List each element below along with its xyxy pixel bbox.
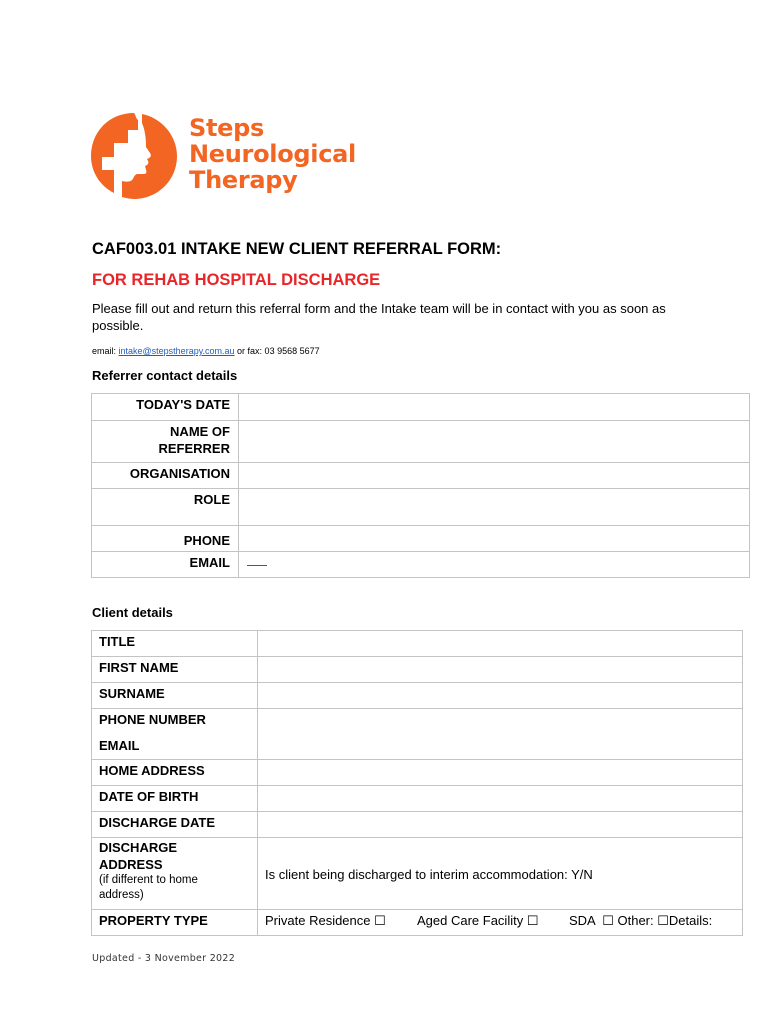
table-row	[92, 526, 750, 552]
client-section-heading: Client details	[92, 605, 173, 620]
head-profile-logo-icon	[88, 110, 180, 202]
date-of-birth-field[interactable]	[258, 786, 743, 812]
intro-text: Please fill out and return this referral form and the Intake team will be in contact with you as soon as possible.	[92, 301, 666, 333]
referrer-table	[91, 393, 750, 578]
phone-field[interactable]	[239, 526, 750, 552]
private-residence-checkbox[interactable]: Private Residence ☐	[265, 913, 386, 928]
todays-date-field[interactable]	[239, 394, 750, 421]
property-type-label: PROPERTY TYPE	[92, 910, 258, 936]
property-type-field	[258, 910, 743, 936]
first-name-field[interactable]	[258, 657, 743, 683]
referrer-section-heading: Referrer contact details	[92, 368, 238, 383]
contact-line: email: intake@stepstherapy.com.au or fax: 03 9568 5677	[92, 346, 320, 356]
table-row	[92, 631, 743, 657]
table-row	[92, 838, 743, 910]
email-label: EMAIL	[92, 552, 239, 578]
role-label: ROLE	[92, 489, 239, 526]
home-address-label: HOME ADDRESS	[92, 760, 258, 786]
logo-wordmark: Steps Neurological Therapy	[189, 114, 356, 194]
discharge-address-field[interactable]: Is client being discharged to interim accommodation: Y/N	[258, 838, 743, 910]
table-row	[92, 683, 743, 709]
table-row	[92, 657, 743, 683]
table-row	[92, 786, 743, 812]
surname-field[interactable]	[258, 683, 743, 709]
table-row	[92, 489, 750, 526]
email-link-placeholder[interactable]	[247, 565, 267, 566]
sda-other-checkbox[interactable]: SDA ☐ Other: ☐Details:	[569, 913, 713, 928]
table-row	[92, 421, 750, 463]
phone-label: PHONE	[92, 526, 239, 552]
discharge-date-label: DISCHARGE DATE	[92, 812, 258, 838]
logo	[88, 110, 368, 205]
title-field[interactable]	[258, 631, 743, 657]
discharge-date-field[interactable]	[258, 812, 743, 838]
organisation-field[interactable]	[239, 463, 750, 489]
phone-number-email-label: PHONE NUMBER EMAIL	[92, 709, 258, 760]
table-row	[92, 910, 743, 936]
table-row	[92, 394, 750, 421]
name-of-referrer-field[interactable]	[239, 421, 750, 463]
form-title: CAF003.01 INTAKE NEW CLIENT REFERRAL FORM:	[92, 240, 502, 258]
footer-updated: Updated - 3 November 2022	[92, 953, 236, 964]
client-table	[91, 630, 743, 936]
organisation-label: ORGANISATION	[92, 463, 239, 489]
role-field[interactable]	[239, 489, 750, 526]
home-address-field[interactable]	[258, 760, 743, 786]
name-of-referrer-label: NAME OF REFERRER	[92, 421, 239, 463]
table-row	[92, 552, 750, 578]
date-of-birth-label: DATE OF BIRTH	[92, 786, 258, 812]
property-type-options	[265, 912, 734, 929]
table-row	[92, 812, 743, 838]
email-field[interactable]	[239, 552, 750, 578]
table-row	[92, 463, 750, 489]
discharge-address-label: DISCHARGE ADDRESS (if different to home address)	[92, 838, 258, 910]
surname-label: SURNAME	[92, 683, 258, 709]
first-name-label: FIRST NAME	[92, 657, 258, 683]
form-subtitle: FOR REHAB HOSPITAL DISCHARGE	[92, 271, 381, 289]
title-label: TITLE	[92, 631, 258, 657]
phone-number-email-field[interactable]	[258, 709, 743, 760]
aged-care-facility-checkbox[interactable]: Aged Care Facility ☐	[417, 913, 539, 928]
table-row	[92, 709, 743, 760]
table-row	[92, 760, 743, 786]
todays-date-label: TODAY'S DATE	[92, 394, 239, 421]
intake-email-link[interactable]: intake@stepstherapy.com.au	[118, 346, 235, 356]
